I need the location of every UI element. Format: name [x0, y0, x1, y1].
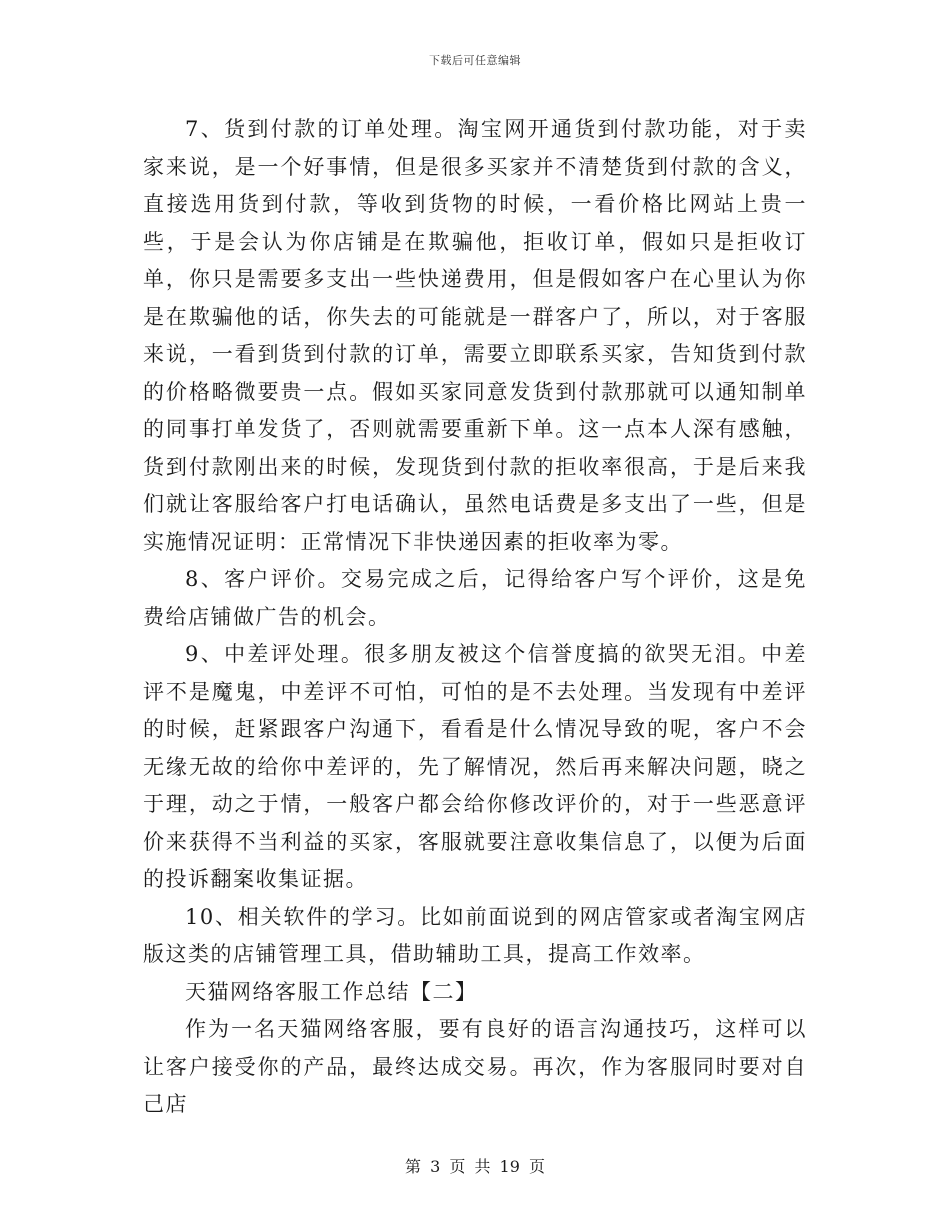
paragraph-intro: 作为一名天猫网络客服，要有良好的语言沟通技巧，这样可以让客户接受你的产品，最终达成交易。再次，作为客服同时要对自己店 — [143, 1017, 807, 1116]
paragraph-item-9: 9、中差评处理。很多朋友被这个信誉度搞的欲哭无泪。中差评不是魔鬼，中差评不可怕，可怕的是不去处理。当发现有中差评的时候，赶紧跟客户沟通下，看看是什么情况导致的呢，客户不会无缘无故的给你中差评的，先了解情况，然后再来解决问题，晓之于理，动之于情，一般客户都会给你修改评价的，对于一些恶意评价来获得不当利益的买家，客服就要注意收集信息了，以便为后面的投诉翻案收集证据。 — [143, 642, 807, 891]
page-footer: 第 3 页 共 19 页 — [405, 1157, 545, 1176]
section-heading: 天猫网络客服工作总结【二】 — [185, 979, 478, 1004]
page-header: 下载后可任意编辑 — [429, 54, 521, 67]
paragraph-item-10: 10、相关软件的学习。比如前面说到的网店管家或者淘宝网店版这类的店铺管理工具，借助辅助工具，提高工作效率。 — [143, 904, 807, 966]
paragraph-item-8: 8、客户评价。交易完成之后，记得给客户写个评价，这是免费给店铺做广告的机会。 — [143, 567, 807, 629]
body-text — [143, 111, 807, 1124]
paragraph-item-7: 7、货到付款的订单处理。淘宝网开通货到付款功能，对于卖家来说，是一个好事情，但是很多买家并不清楚货到付款的含义，直接选用货到付款，等收到货物的时候，一看价格比网站上贵一些，于是会认为你店铺是在欺骗他，拒收订单，假如只是拒收订单，你只是需要多支出一些快递费用，但是假如客户在心里认为你是在欺骗他的话，你失去的可能就是一群客户了，所以，对于客服来说，一看到货到付款的订单，需要立即联系买家，告知货到付款的价格略微要贵一点。假如买家同意发货到付款那就可以通知制单的同事打单发货了，否则就需要重新下单。这一点本人深有感触，货到付款刚出来的时候，发现货到付款的拒收率很高，于是后来我们就让客服给客户打电话确认，虽然电话费是多支出了一些，但是实施情况证明：正常情况下非快递因素的拒收率为零。 — [143, 117, 807, 554]
